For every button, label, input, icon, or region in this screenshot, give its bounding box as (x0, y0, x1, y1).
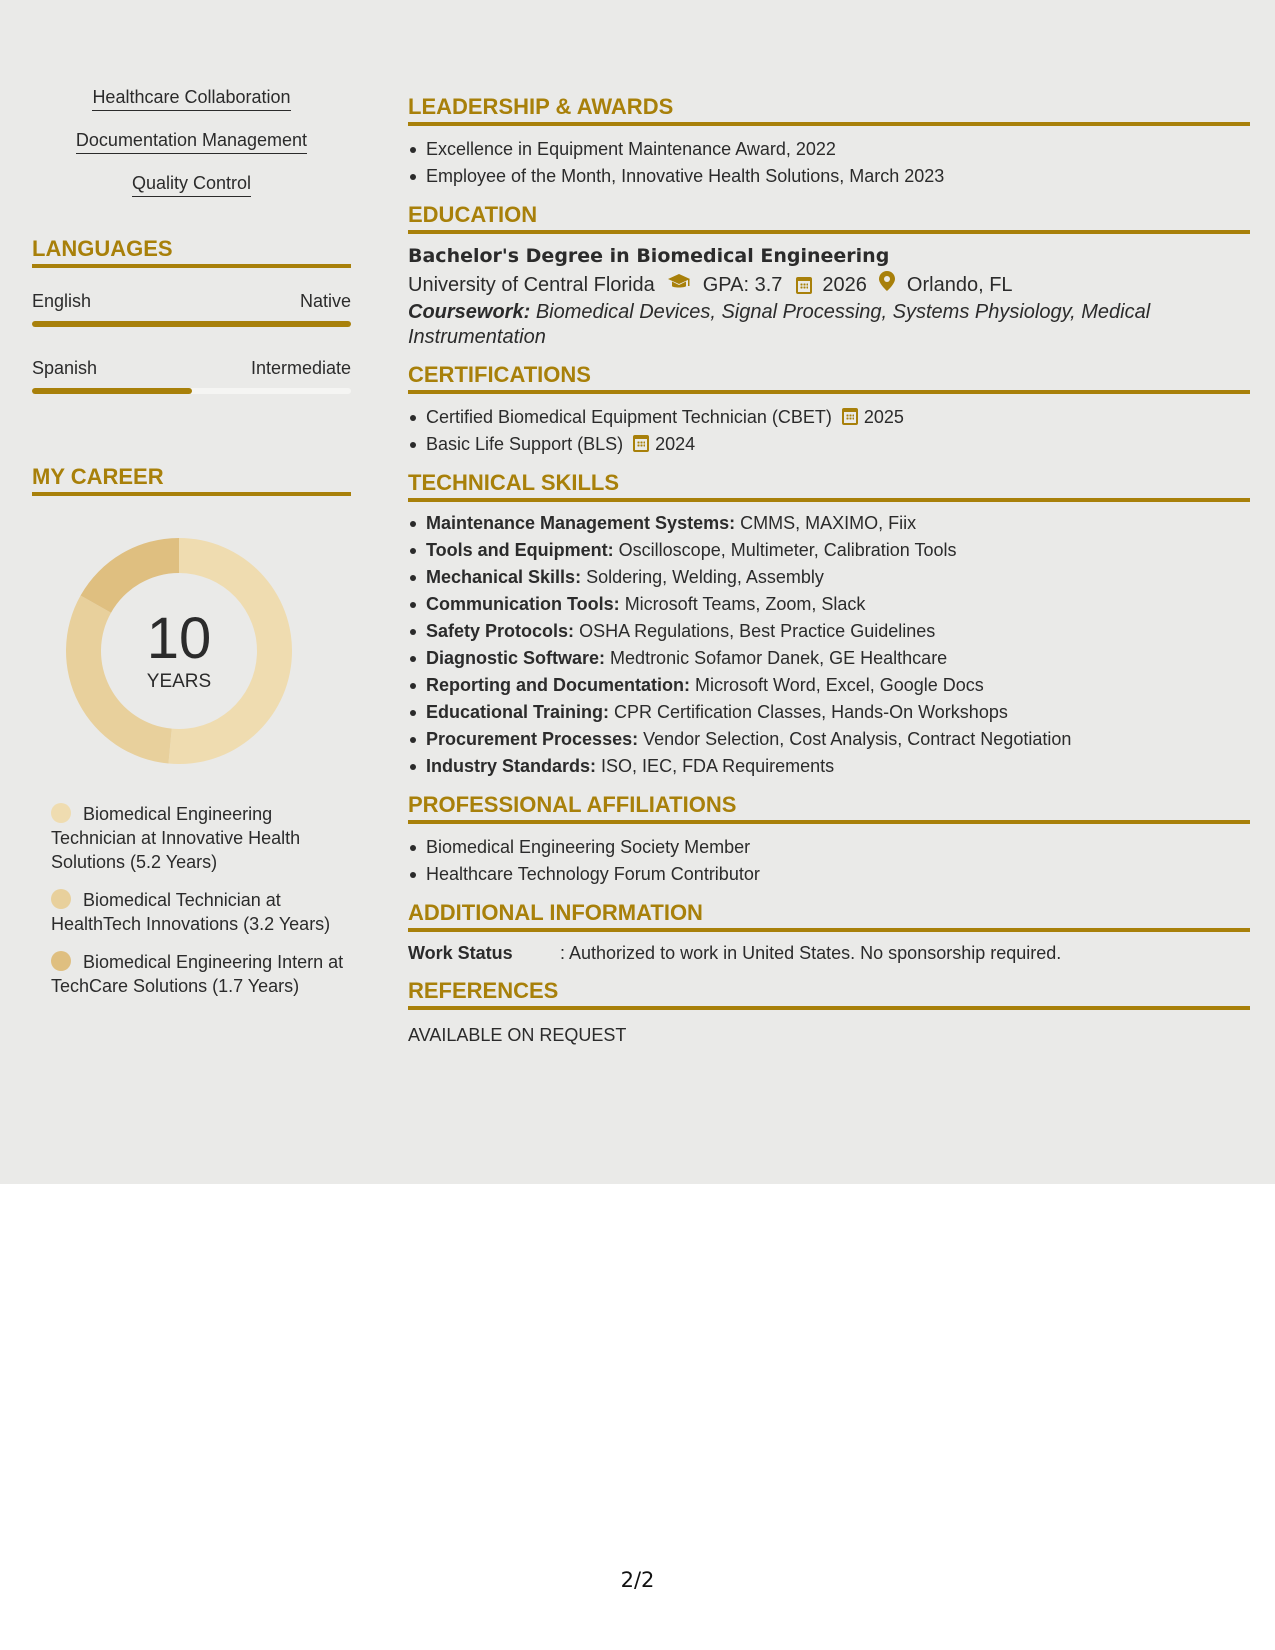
leadership-list (408, 136, 1250, 190)
list-item: Industry Standards: ISO, IEC, FDA Requirements (408, 753, 1250, 780)
legend-dot (51, 951, 71, 971)
technical-skills-list (408, 510, 1250, 780)
calendar-icon (633, 435, 649, 452)
language-level: Native (299, 291, 351, 311)
list-item: Employee of the Month, Innovative Health Solutions, March 2023 (408, 163, 1250, 190)
legend-dot (51, 803, 71, 823)
school-name: University of Central Florida (408, 274, 655, 296)
left-column (32, 86, 351, 1012)
leadership-section (408, 94, 1250, 190)
career-unit: YEARS (146, 671, 212, 692)
list-item: Healthcare Technology Forum Contributor (408, 861, 1250, 888)
calendar-icon (842, 408, 858, 425)
skill-tag: Healthcare Collaboration (32, 86, 351, 108)
references-text: AVAILABLE ON REQUEST (408, 1025, 627, 1045)
references-title: REFERENCES (408, 978, 1250, 1010)
list-item: Educational Training: CPR Certification Classes, Hands-On Workshops (408, 699, 1250, 726)
list-item: Biomedical Engineering Society Member (408, 834, 1250, 861)
references-section (408, 978, 1250, 1048)
career-donut-chart (66, 538, 292, 764)
certifications-list (408, 404, 1250, 458)
right-column (408, 94, 1250, 1060)
list-item: Maintenance Management Systems: CMMS, MAXIMO, Fiix (408, 510, 1250, 537)
affiliations-title: PROFESSIONAL AFFILIATIONS (408, 792, 1250, 824)
certifications-section (408, 362, 1250, 458)
legend-item: Biomedical Engineering Technician at Innovative Health Solutions (5.2 Years) (51, 804, 301, 872)
degree-title: Bachelor's Degree in Biomedical Engineering (408, 245, 890, 267)
list-item: Mechanical Skills: Soldering, Welding, Assembly (408, 564, 1250, 591)
gpa: GPA: 3.7 (702, 274, 783, 296)
languages-title: LANGUAGES (32, 236, 351, 268)
language-bar-fill (32, 321, 351, 327)
affiliations-list (408, 834, 1250, 888)
list-item: Tools and Equipment: Oscilloscope, Multimeter, Calibration Tools (408, 537, 1250, 564)
skill-tag: Documentation Management (32, 129, 351, 151)
list-item: Diagnostic Software: Medtronic Sofamor Danek, GE Healthcare (408, 645, 1250, 672)
list-item: Communication Tools: Microsoft Teams, Zoom, Slack (408, 591, 1250, 618)
education-section (408, 202, 1250, 350)
list-item: Safety Protocols: OSHA Regulations, Best Practice Guidelines (408, 618, 1250, 645)
page-number: 2/2 (620, 1568, 655, 1592)
technical-skills-section (408, 470, 1250, 780)
list-item: Excellence in Equipment Maintenance Award, 2022 (408, 136, 1250, 163)
language-row (32, 290, 351, 312)
additional-info-title: ADDITIONAL INFORMATION (408, 900, 1250, 932)
legend-item: Biomedical Engineering Intern at TechCare Solutions (1.7 Years) (51, 952, 344, 996)
work-status-label: Work Status (408, 943, 513, 963)
legend-dot (51, 889, 71, 909)
legend-item: Biomedical Technician at HealthTech Innovations (3.2 Years) (51, 890, 331, 934)
graduation-cap-icon (667, 270, 691, 300)
work-status-row (408, 940, 1250, 966)
list-item: Reporting and Documentation: Microsoft Word, Excel, Google Docs (408, 672, 1250, 699)
career-legend (32, 802, 351, 998)
language-row (32, 357, 351, 379)
certifications-title: CERTIFICATIONS (408, 362, 1250, 394)
career-title: MY CAREER (32, 464, 351, 496)
additional-info-section (408, 900, 1250, 966)
skill-tag: Quality Control (32, 172, 351, 194)
leadership-title: LEADERSHIP & AWARDS (408, 94, 1250, 126)
donut-center (66, 538, 292, 764)
calendar-icon (796, 277, 812, 294)
map-pin-icon (879, 270, 895, 300)
school-location: Orlando, FL (906, 274, 1013, 296)
list-item: Procurement Processes: Vendor Selection, Cost Analysis, Contract Negotiation (408, 726, 1250, 753)
education-title: EDUCATION (408, 202, 1250, 234)
education-details (408, 270, 1250, 300)
language-bar (32, 388, 351, 394)
language-name: Spanish (32, 358, 98, 378)
language-name: English (32, 291, 92, 311)
coursework: Coursework: Biomedical Devices, Signal Processing, Systems Physiology, Medical Instrumentation (408, 301, 1151, 348)
language-level: Intermediate (250, 358, 351, 378)
language-bar-fill (32, 388, 192, 394)
language-bar (32, 321, 351, 327)
list-item: Certified Biomedical Equipment Technician (CBET) 2025 (408, 404, 1250, 431)
career-total: 10 (146, 606, 212, 671)
affiliations-section (408, 792, 1250, 888)
list-item: Basic Life Support (BLS) 2024 (408, 431, 1250, 458)
technical-skills-title: TECHNICAL SKILLS (408, 470, 1250, 502)
graduation-year: 2026 (822, 274, 867, 296)
work-status-value: : Authorized to work in United States. No sponsorship required. (560, 943, 1062, 963)
